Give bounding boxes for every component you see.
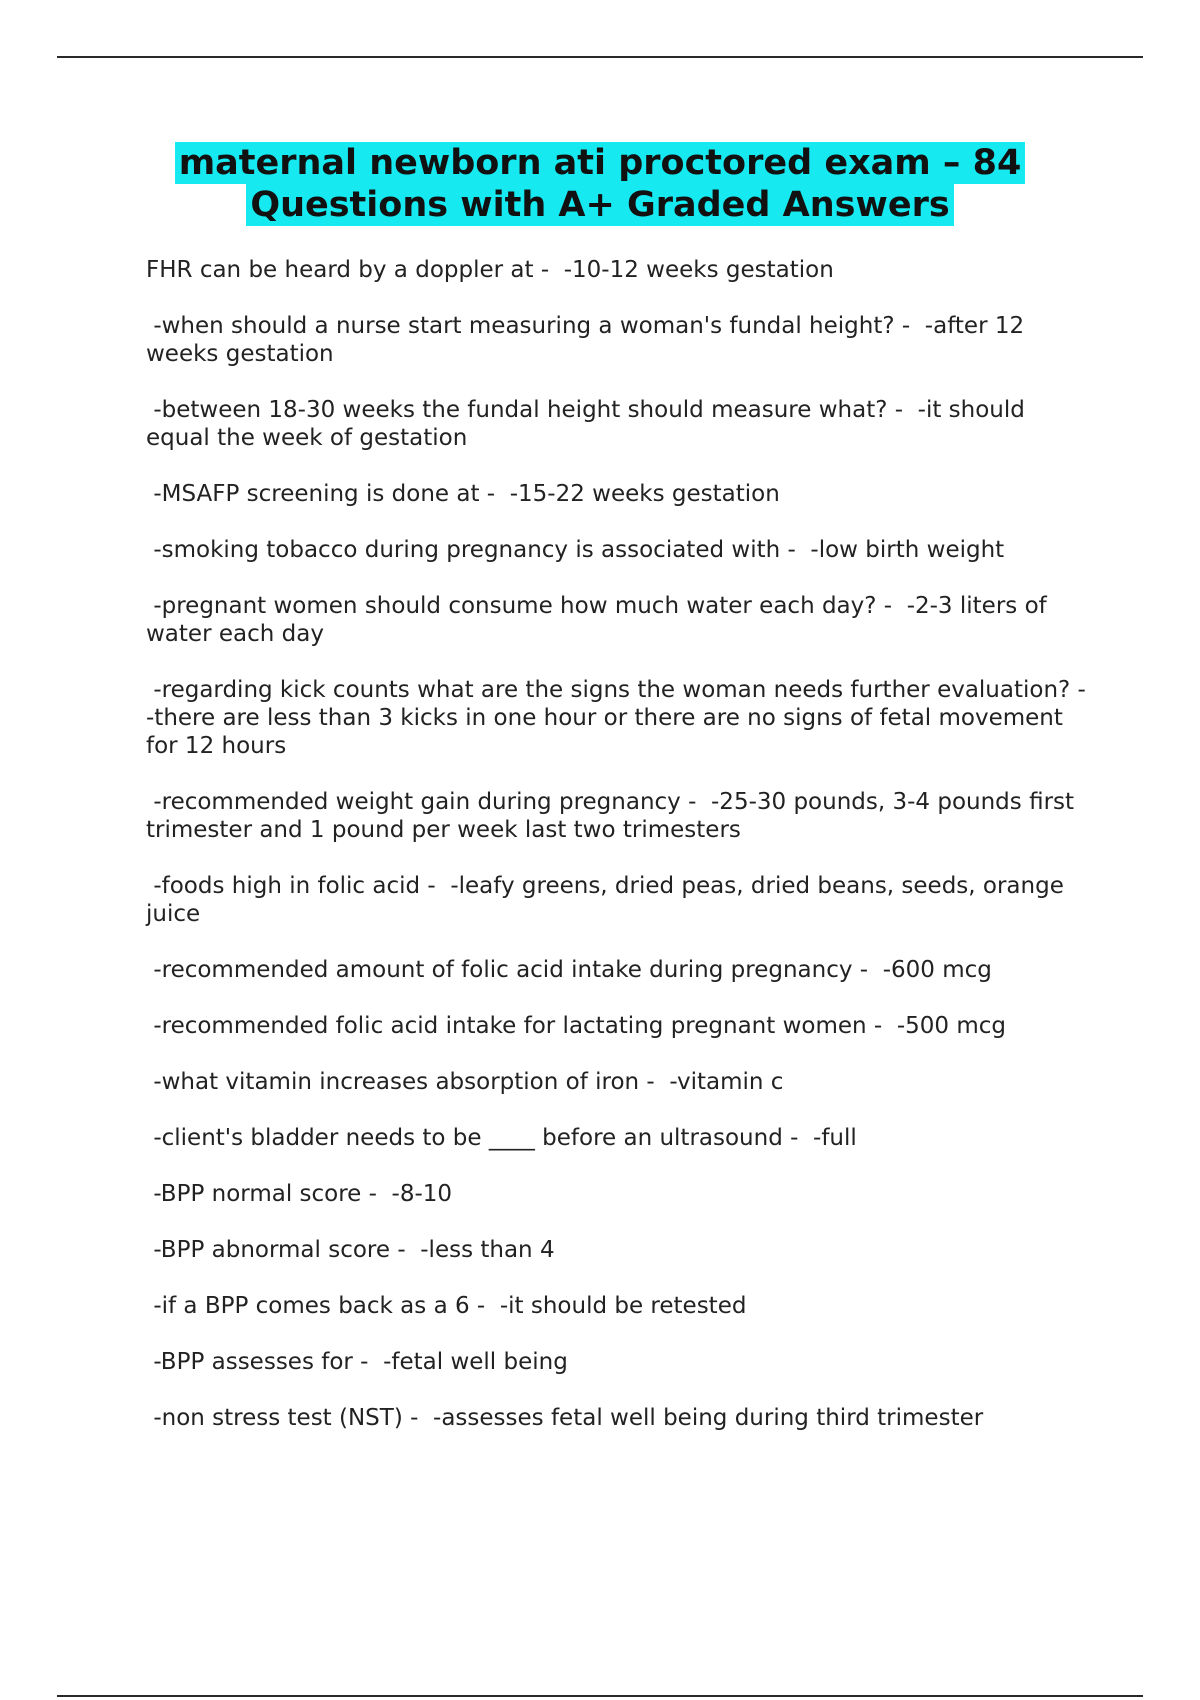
qa-item: -if a BPP comes back as a 6 - -it should be retested xyxy=(146,1293,747,1319)
title-line-2: Questions with A+ Graded Answers xyxy=(246,184,953,226)
document-title xyxy=(100,142,1100,226)
title-line-1: maternal newborn ati proctored exam – 84 xyxy=(175,142,1026,184)
qa-item: -non stress test (NST) - -assesses fetal well being during third trimester xyxy=(146,1405,984,1431)
qa-list xyxy=(146,256,1101,1460)
qa-item: -BPP assesses for - -fetal well being xyxy=(146,1349,568,1375)
top-divider xyxy=(57,56,1143,58)
qa-item: -what vitamin increases absorption of iron - -vitamin c xyxy=(146,1069,784,1095)
qa-item: -client's bladder needs to be ____ before an ultrasound - -full xyxy=(146,1125,857,1151)
qa-item: -MSAFP screening is done at - -15-22 weeks gestation xyxy=(146,481,780,507)
qa-item: -when should a nurse start measuring a woman's fundal height? - -after 12 weeks gestation xyxy=(146,313,1032,367)
qa-item: -foods high in folic acid - -leafy greens, dried peas, dried beans, seeds, orange juice xyxy=(146,873,1072,927)
qa-item: -regarding kick counts what are the signs the woman needs further evaluation? - -there are less than 3 kicks in one hour or there are no signs of fetal movement for 12 hours xyxy=(146,677,1101,759)
bottom-divider xyxy=(57,1695,1143,1697)
qa-item: -recommended weight gain during pregnancy - -25-30 pounds, 3-4 pounds first trimester and 1 pound per week last two trimesters xyxy=(146,789,1082,843)
qa-item: -recommended folic acid intake for lactating pregnant women - -500 mcg xyxy=(146,1013,1006,1039)
qa-item: -pregnant women should consume how much water each day? - -2-3 liters of water each day xyxy=(146,593,1055,647)
qa-item: -recommended amount of folic acid intake during pregnancy - -600 mcg xyxy=(146,957,992,983)
qa-item: -BPP abnormal score - -less than 4 xyxy=(146,1237,555,1263)
qa-item: FHR can be heard by a doppler at - -10-12 weeks gestation xyxy=(146,257,834,283)
qa-item: -between 18-30 weeks the fundal height should measure what? - -it should equal the week of gestation xyxy=(146,397,1033,451)
qa-item: -smoking tobacco during pregnancy is associated with - -low birth weight xyxy=(146,537,1005,563)
qa-item: -BPP normal score - -8-10 xyxy=(146,1181,453,1207)
